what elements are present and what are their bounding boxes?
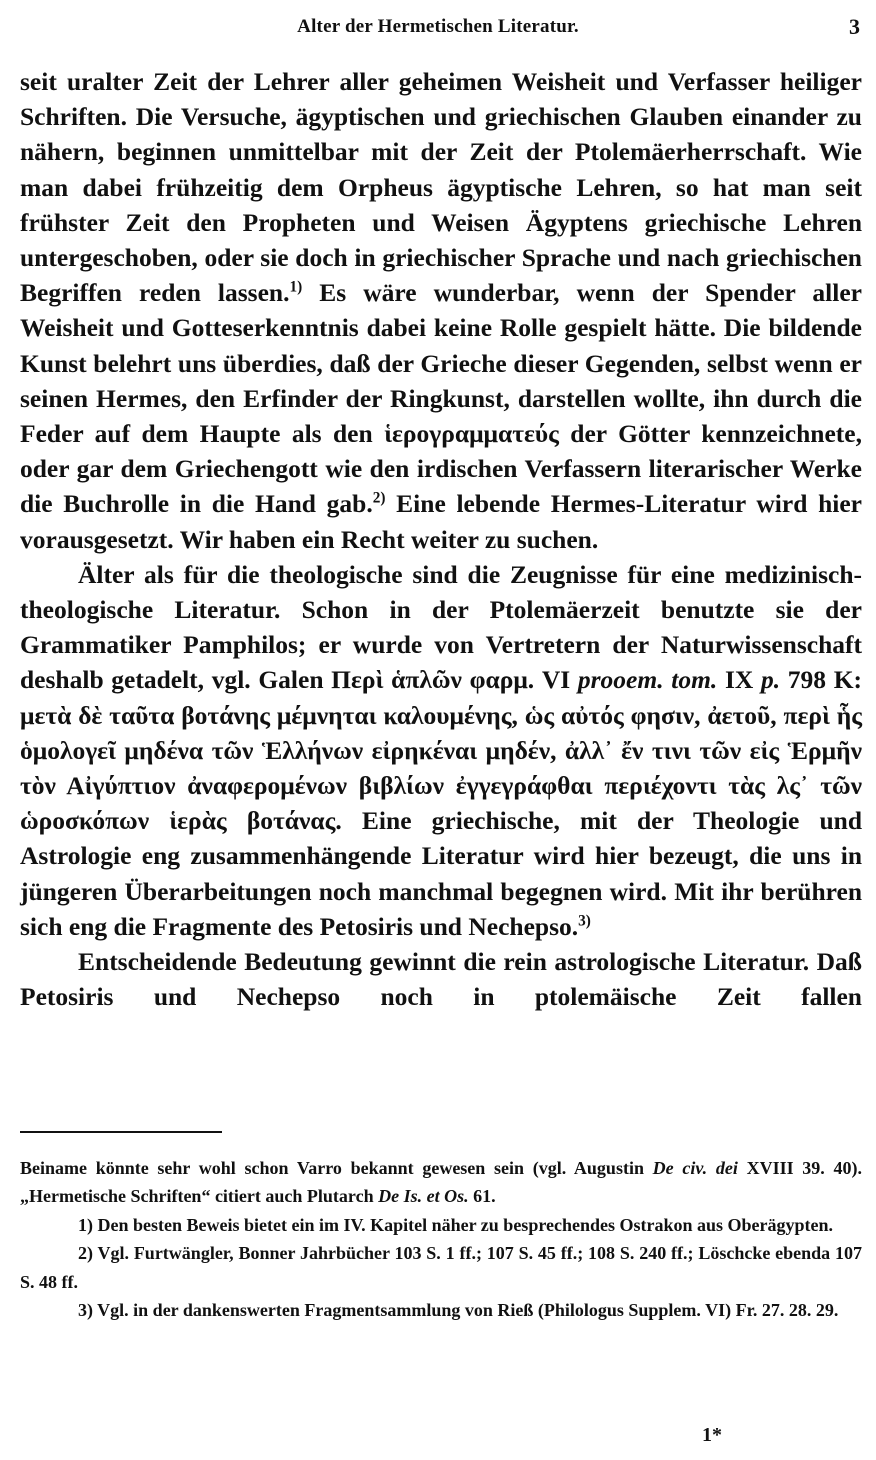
footnote-carryover-italic-2: De Is. et Os. (378, 1186, 469, 1207)
footnote-1: 1) Den besten Beweis bietet ein im IV. Kapitel näher zu besprechendes Ostrakon aus Oberägypten. (78, 1214, 834, 1235)
page-number: 3 (849, 14, 860, 39)
footnote-ref-2: 2) (372, 489, 386, 507)
footnote-carryover-text-c: 61. (468, 1186, 496, 1207)
main-text (20, 64, 862, 1014)
footnote-carryover-text-b: XVIII 39. 40). „Hermetische Schriften“ citiert auch Plutarch (20, 1158, 862, 1207)
footnote-2: 2) Vgl. Furtwängler, Bonner Jahrbücher 103 S. 1 ff.; 107 S. 45 ff.; 108 S. 240 ff.; Löschcke ebenda 107 S. 48 ff. (20, 1243, 862, 1292)
footnote-divider (20, 1131, 222, 1133)
paragraph-2-italic-2: p. (760, 665, 781, 695)
signature-mark: 1* (702, 1424, 722, 1446)
paragraph-1-text-c: Eine lebende Hermes-Literatur wird hier vorausgesetzt. Wir haben ein Recht weiter zu suchen. (20, 489, 862, 554)
paragraph-3: Entscheidende Bedeutung gewinnt die rein astrologische Literatur. Daß Petosiris und Nechepso noch in ptolemäische Zeit fallen (20, 947, 862, 1012)
footnote-3: 3) Vgl. in der dankenswerten Fragmentsammlung von Rieß (Philologus Supplem. VI) Fr. 27. 28. 29. (78, 1300, 839, 1321)
footnote-carryover (20, 1154, 862, 1211)
paragraph-2-italic-1: prooem. tom. (577, 665, 718, 695)
footnote-ref-3: 3) (578, 912, 591, 930)
paragraph-2-text-b: IX (717, 665, 761, 695)
footnote-carryover-text-a: Beiname könnte sehr wohl schon Varro bekannt gewesen sein (vgl. Augustin (20, 1158, 653, 1178)
page-header (0, 14, 876, 42)
footnotes (20, 1154, 862, 1324)
paragraph-1-text: seit uralter Zeit der Lehrer aller geheimen Weisheit und Verfasser heiliger Schriften. Die Versuche, ägyptischen und griechischen Glauben einander zu nähern, beginnen unmittelbar mit der Zeit der Ptolemäerherrschaft. Wie man dabei frühzeitig dem Orpheus ägyptische Lehren, so hat man seit frühster Zeit den Propheten und Weisen Ägyptens griechische Lehren untergeschoben, oder sie doch in griechischer Sprache und nach griechischen Begriffen reden lassen. (20, 67, 862, 308)
paragraph-2 (20, 557, 862, 944)
paragraph-2-text-c: 798 K: μετὰ δὲ ταῦτα βοτάνης μέμνηται καλουμένης, ὡς αὐτός φησιν, ἀετοῦ, περὶ ἧς ὁμολογεῖ μηδένα τῶν Ἑλλήνων εἰρηκέναι μηδέν, ἀλλ᾽ ἔν τινι τῶν εἰς Ἑρμῆν τὸν Αἰγύπτιον ἀναφερομένων βιβλίων ἐγγεγράφθαι περιέχοντι τὰς λς᾽ τῶν ὡροσκόπων ἱερὰς βοτάνας. Eine griechische, mit der Theologie und Astrologie eng zusammenhängende Literatur wird hier bezeugt, die uns in jüngeren Überarbeitungen noch manchmal begegnen wird. Mit ihr berühren sich eng die Fragmente des Petosiris und Nechepso. (20, 665, 863, 941)
footnote-ref-1: 1) (289, 278, 303, 296)
footnote-carryover-italic-1: De civ. dei (652, 1158, 738, 1178)
paragraph-1 (20, 64, 862, 557)
paragraph-1-text-b: Es wäre wunderbar, wenn der Spender aller Weisheit und Gotteserkenntnis dabei keine Rolle gespielt hätte. Die bildende Kunst belehrt uns überdies, daß der Grieche dieser Gegenden, selbst wenn er seinen Hermes, den Erfinder der Ringkunst, darstellen wollte, ihn durch die Feder auf dem Haupte als den ἱερογραμματεύς der Götter kennzeichnete, oder gar dem Griechengott wie den irdischen Verfassern literarischer Werke die Buchrolle in die Hand gab. (20, 278, 862, 519)
running-title: Alter der Hermetischen Literatur. (297, 16, 579, 37)
paragraph-2-text-a: Älter als für die theologische sind die Zeugnisse für eine medizinisch-theologische Literatur. Schon in der Ptolemäerzeit benutzte sie der Grammatiker Pamphilos; er wurde von Vertretern der Naturwissenschaft deshalb getadelt, vgl. Galen Περὶ ἁπλῶν φαρμ. VI (20, 559, 862, 695)
